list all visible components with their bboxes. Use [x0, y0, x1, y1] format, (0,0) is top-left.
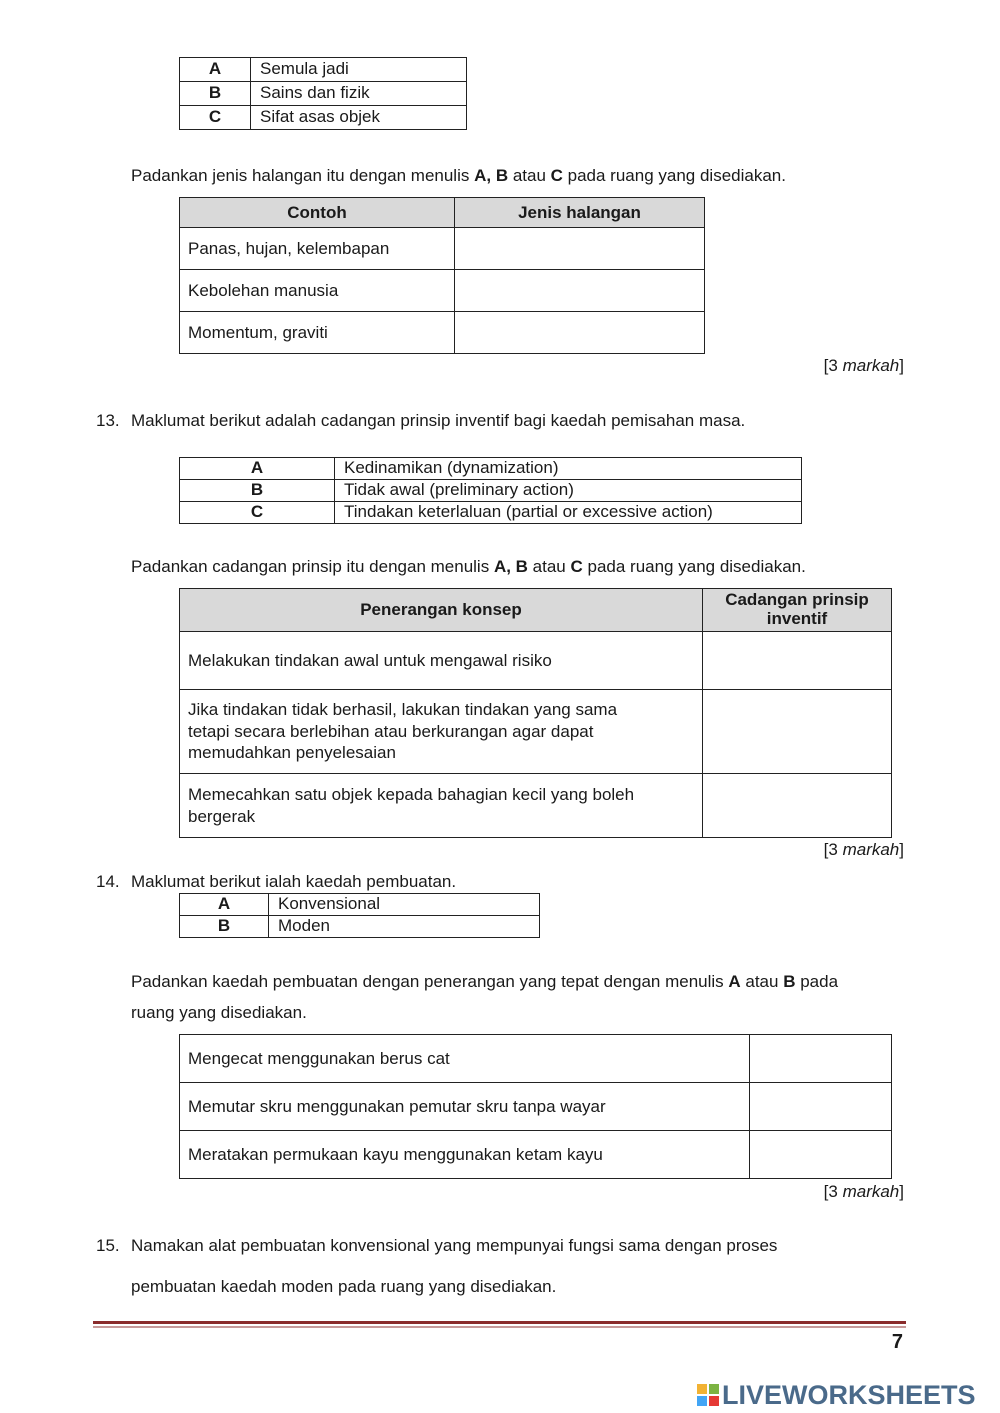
key-text: Kedinamikan (dynamization) [335, 458, 802, 480]
example-cell: Kebolehan manusia [180, 270, 455, 312]
answer-blank[interactable] [703, 690, 892, 774]
key-text: Tindakan keterlaluan (partial or excessive action) [335, 502, 802, 524]
table-row [180, 270, 705, 312]
key-row [180, 894, 540, 916]
q14-number: 14. [96, 872, 120, 891]
q12-instruction: Padankan jenis halangan itu dengan menulis A, B atau C pada ruang yang disediakan. [131, 166, 786, 185]
key-row [180, 480, 802, 502]
table-row [180, 1083, 892, 1131]
q12-key-table [179, 57, 467, 130]
answer-blank[interactable] [703, 774, 892, 838]
q13-marks: [3 markah] [823, 840, 904, 859]
method-cell: Memutar skru menggunakan pemutar skru tanpa wayar [180, 1083, 750, 1131]
q15-number: 15. [96, 1236, 120, 1255]
key-text: Konvensional [269, 894, 540, 916]
table-row [180, 774, 892, 838]
key-row [180, 458, 802, 480]
concept-cell: Jika tindakan tidak berhasil, lakukan tindakan yang sama tetapi secara berlebihan atau berkurangan agar dapat memudahkan penyelesaian [180, 690, 703, 774]
key-text: Tidak awal (preliminary action) [335, 480, 802, 502]
q13-key-table [179, 457, 802, 524]
footer-divider [93, 1321, 906, 1324]
table-header-row [180, 589, 892, 632]
concept-cell: Memecahkan satu objek kepada bahagian kecil yang boleh bergerak [180, 774, 703, 838]
q14-intro: Maklumat berikut ialah kaedah pembuatan. [131, 872, 457, 891]
concept-cell: Melakukan tindakan awal untuk mengawal risiko [180, 632, 703, 690]
key-letter: C [180, 106, 251, 130]
footer-divider-shadow [93, 1326, 906, 1328]
answer-blank[interactable] [750, 1083, 892, 1131]
key-row [180, 58, 467, 82]
brand-squares-icon [697, 1384, 719, 1406]
table-row [180, 632, 892, 690]
column-header: Contoh [180, 198, 455, 228]
key-text: Sifat asas objek [251, 106, 467, 130]
key-letter: A [180, 894, 269, 916]
column-header: Cadangan prinsip inventif [703, 589, 892, 632]
table-row [180, 1035, 892, 1083]
key-row [180, 82, 467, 106]
q14-answer-table [179, 1034, 892, 1179]
q14-key-table [179, 893, 540, 938]
key-text: Moden [269, 916, 540, 938]
example-cell: Momentum, graviti [180, 312, 455, 354]
column-header: Jenis halangan [455, 198, 705, 228]
table-row [180, 228, 705, 270]
column-header: Penerangan konsep [180, 589, 703, 632]
key-row [180, 916, 540, 938]
q13-answer-table [179, 588, 892, 838]
table-row [180, 312, 705, 354]
answer-blank[interactable] [455, 270, 705, 312]
brand-text: LIVEWORKSHEETS [722, 1379, 976, 1410]
q14-marks: [3 markah] [823, 1182, 904, 1201]
q15-line1: Namakan alat pembuatan konvensional yang mempunyai fungsi sama dengan proses [131, 1236, 778, 1255]
method-cell: Meratakan permukaan kayu menggunakan ketam kayu [180, 1131, 750, 1179]
key-letter: A [180, 58, 251, 82]
answer-blank[interactable] [750, 1035, 892, 1083]
q13-instruction: Padankan cadangan prinsip itu dengan menulis A, B atau C pada ruang yang disediakan. [131, 557, 806, 576]
answer-blank[interactable] [750, 1131, 892, 1179]
key-row [180, 106, 467, 130]
example-cell: Panas, hujan, kelembapan [180, 228, 455, 270]
key-letter: A [180, 458, 335, 480]
q13-number: 13. [96, 411, 120, 430]
page-number: 7 [891, 1331, 903, 1353]
q15-line2: pembuatan kaedah moden pada ruang yang disediakan. [131, 1277, 557, 1296]
key-letter: C [180, 502, 335, 524]
key-letter: B [180, 480, 335, 502]
q14-instruction-line2: ruang yang disediakan. [131, 1003, 307, 1022]
key-text: Semula jadi [251, 58, 467, 82]
table-row [180, 1131, 892, 1179]
key-row [180, 502, 802, 524]
method-cell: Mengecat menggunakan berus cat [180, 1035, 750, 1083]
answer-blank[interactable] [455, 228, 705, 270]
key-text: Sains dan fizik [251, 82, 467, 106]
q12-marks: [3 markah] [823, 356, 904, 375]
table-header-row [180, 198, 705, 228]
q14-instruction: Padankan kaedah pembuatan dengan penerangan yang tepat dengan menulis A atau B pada [131, 972, 839, 991]
q13-intro: Maklumat berikut adalah cadangan prinsip inventif bagi kaedah pemisahan masa. [131, 411, 746, 430]
liveworksheets-logo[interactable] [697, 1380, 976, 1410]
table-row [180, 690, 892, 774]
key-letter: B [180, 916, 269, 938]
answer-blank[interactable] [703, 632, 892, 690]
answer-blank[interactable] [455, 312, 705, 354]
key-letter: B [180, 82, 251, 106]
q12-answer-table [179, 197, 705, 354]
